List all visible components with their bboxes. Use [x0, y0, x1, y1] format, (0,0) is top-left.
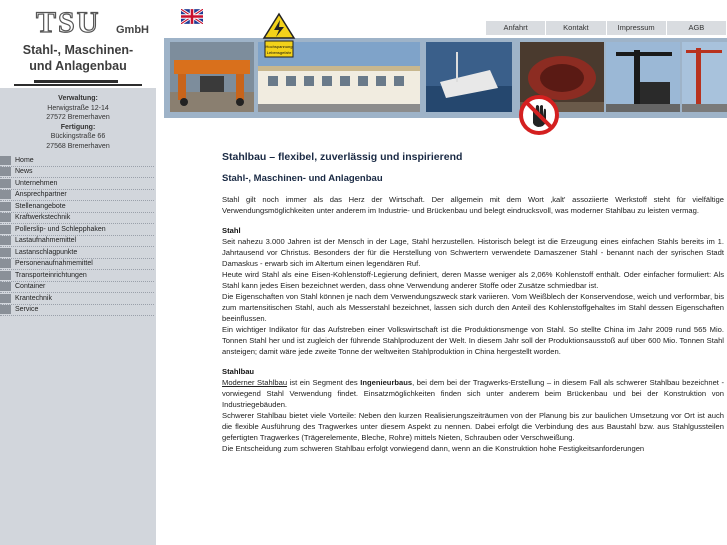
bullet-square-icon	[0, 259, 11, 268]
sidebar	[0, 0, 156, 545]
stahl-paragraph: Heute wird Stahl als eine Eisen-Kohlenstoff-Legierung definiert, deren Masse weniger als 2,06% Kohlenstoff enthält. Oder einfacher formuliert: Als Stahl kann jedes Eisen bezeichnet werden, dass ohne Verwendung anderer Stoffe oder Zusätze schmiedbar ist.	[222, 270, 724, 290]
production-heading: Fertigung:	[60, 123, 96, 131]
stahl-paragraph: Seit nahezu 3.000 Jahren ist der Mensch in der Lage, Stahl herzustellen. Historisch belegt ist die Erzeugung eines einfachen Stahls bereits im 1. Jahrtausend vor Christus. Besonders der für die Herstellung von Schwertern verwendete Damaszener Stahl - benannt nach der syrischen Stadt Damaskus - erwarb sich im Altertum einen legendären Ruf.	[222, 237, 724, 268]
main-navigation	[0, 155, 154, 316]
stahl-paragraph: Ein wichtiger Indikator für das Aufstreben einer Volkswirtschaft ist die Produktionsmenge von Stahl. So stellte China im Jahr 2009 rund 565 Mio. Tonnen Stahl her und ist zugleich der führende Stahlproduzent der Welt. In diesem Jahr soll der Produktionsausstoß auf über 600 Mio. Tonnen Stahl ansteigen; damit wäre jede zweite Tonne der weltweiten Stahlproduktion in China hergestellt worden.	[222, 325, 724, 356]
admin-street: Herwigstraße 12-14	[47, 104, 109, 112]
main-content	[222, 152, 724, 454]
cargo-ship-photo	[426, 42, 512, 112]
high-voltage-warning-sign	[262, 12, 296, 60]
crane-trailer-photo	[170, 42, 254, 112]
stahl-paragraph: Die Eigenschaften von Stahl können je nach dem Verwendungszweck stark variieren. Vom Weißblech der Konservendose, weich und verformbar, bis zum martensitischen Stahl, auch als Messerstahl bezeichnet, lassen sich durch den Anteil des Kohlenstoffgehaltes im Stahl dessen Eigenschaften beeinflussen.	[222, 292, 724, 323]
company-logo[interactable]	[0, 0, 156, 88]
warning-text-2: Lebensgefahr	[266, 50, 292, 55]
production-city: 27568 Bremerhaven	[46, 142, 110, 150]
nav-item-krantechnik[interactable]: Krantechnik	[0, 293, 154, 305]
uk-flag-icon[interactable]	[181, 9, 203, 24]
bullet-square-icon	[0, 225, 11, 234]
admin-city: 27572 Bremerhaven	[46, 114, 110, 121]
admin-heading: Verwaltung:	[58, 95, 98, 102]
tab-agb[interactable]: AGB	[667, 21, 727, 35]
bullet-square-icon	[0, 202, 11, 211]
nav-item-news[interactable]: News	[0, 167, 154, 179]
nav-item-stellenangebote[interactable]: Stellenangebote	[0, 201, 154, 213]
logo-brand: TSU	[36, 6, 101, 39]
bullet-square-icon	[0, 282, 11, 291]
bullet-square-icon	[0, 271, 11, 280]
logo-tagline-2: und Anlagenbau	[29, 59, 127, 73]
ingenieurbau-bold: Ingenieurbaus	[360, 378, 413, 387]
page-subtitle: Stahl-, Maschinen- und Anlagenbau	[222, 173, 383, 184]
stahlbau-paragraph: Schwerer Stahlbau bietet viele Vorteile: Neben den kurzen Realisierungszeiträumen von der Planung bis zur baulichen Umsetzung vor Ort ist auch die flexible Ausführung des Tragwerkes unter diesem Aspekt zu nennen. Dabei erfolgt die Verbindung des aus Baustahl bzw. aus Stahlgussteilen gefertigten Tragwerkes (Trägerelemente, Bleche, Rohre) mittels Nieten, Schrauben oder Verschweißung.	[222, 411, 724, 442]
bullet-square-icon	[0, 213, 11, 222]
tab-impressum[interactable]: Impressum	[607, 21, 667, 35]
no-entry-hand-icon	[518, 95, 560, 135]
nav-item-lastanschlagpunkte[interactable]: Lastanschlagpunkte	[0, 247, 154, 259]
production-street: Bückingstraße 66	[50, 133, 106, 140]
bullet-square-icon	[0, 167, 11, 176]
harbor-crane-photo	[682, 42, 727, 112]
logo-tagline-1: Stahl-, Maschinen-	[22, 43, 134, 57]
logo-suffix: GmbH	[116, 24, 149, 36]
logo-underline	[34, 80, 118, 83]
bullet-square-icon	[0, 179, 11, 188]
nav-item-pollerslip[interactable]: Pollerslip- und Schlepphaken	[0, 224, 154, 236]
nav-item-lastaufnahmemittel[interactable]: Lastaufnahmemittel	[0, 236, 154, 248]
section-heading-stahlbau: Stahlbau	[222, 367, 255, 376]
address-block	[0, 94, 156, 151]
industrial-crane-photo	[606, 42, 680, 112]
page-title: Stahlbau – flexibel, zuverlässig und inspirierend	[222, 151, 463, 163]
nav-item-kraftwerkstechnik[interactable]: Kraftwerkstechnik	[0, 213, 154, 225]
intro-paragraph: Stahl gilt noch immer als das Herz der Wirtschaft. Der allgemein mit dem Wort ‚kalt' assoziierte Werkstoff steht für vielfältige Verwendungsmöglichkeiten unter anderem im Industrie- und Brückenbau und belegt eindrucksvoll, was moderner Stahlbau zu leisten vermag.	[222, 195, 724, 215]
stahlbau-paragraph: Die Entscheidung zum schweren Stahlbau erfolgt vorwiegend dann, wenn an die Konstruktion hohe Festigkeitsanforderungen	[222, 444, 645, 453]
nav-item-personenaufnahmemittel[interactable]: Personenaufnahmemittel	[0, 259, 154, 271]
nav-item-unternehmen[interactable]: Unternehmen	[0, 178, 154, 190]
bullet-square-icon	[0, 156, 11, 165]
logo-underline	[14, 84, 142, 86]
bullet-square-icon	[0, 294, 11, 303]
tab-anfahrt[interactable]: Anfahrt	[486, 21, 546, 35]
nav-item-container[interactable]: Container	[0, 282, 154, 294]
nav-item-home[interactable]: Home	[0, 155, 154, 167]
top-tabs	[486, 21, 727, 35]
warning-text-1: Hochspannung	[265, 44, 293, 49]
nav-item-transporteinrichtungen[interactable]: Transporteinrichtungen	[0, 270, 154, 282]
nav-item-service[interactable]: Service	[0, 305, 154, 317]
bullet-square-icon	[0, 236, 11, 245]
stahlbau-paragraph: Moderner Stahlbau ist ein Segment des Ingenieurbaus, bei dem bei der Tragwerks-Erstellung – in diesem Fall als schwerer Stahlbau bezeichnet - vorwiegend Stahl Verwendung findet. Einsatzmöglichkeiten finden sich unter anderem beim Brückenbau und bei der Konstruktion von Industriegebäuden.	[222, 378, 724, 409]
section-heading-stahl: Stahl	[222, 226, 241, 235]
nav-item-ansprechpartner[interactable]: Ansprechpartner	[0, 190, 154, 202]
bullet-square-icon	[0, 190, 11, 199]
bullet-square-icon	[0, 305, 11, 314]
bullet-square-icon	[0, 248, 11, 257]
moderner-stahlbau-link[interactable]: Moderner Stahlbau	[222, 378, 288, 387]
tab-kontakt[interactable]: Kontakt	[546, 21, 606, 35]
